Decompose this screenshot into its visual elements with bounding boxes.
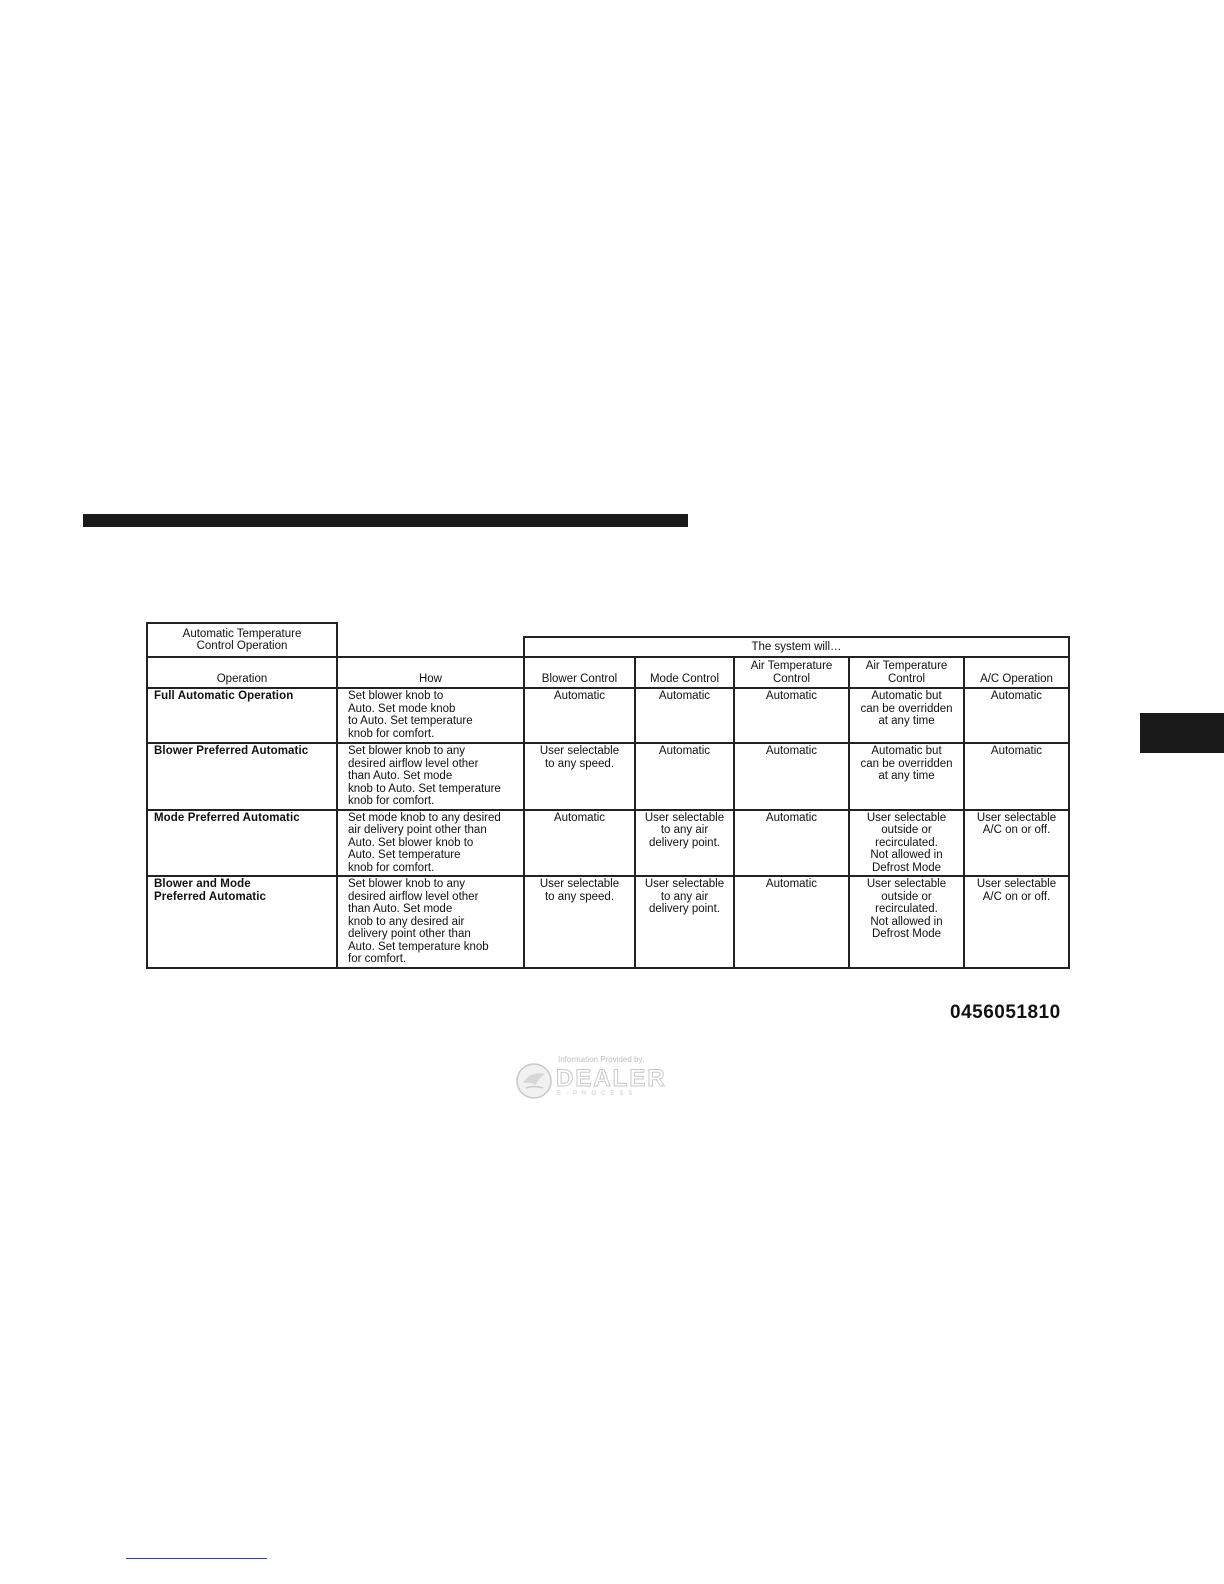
col-header-air-temp-2: Air Temperature Control: [849, 657, 964, 688]
dealer-watermark: [514, 1055, 689, 1103]
chapter-tab: [1140, 713, 1224, 753]
table-row: [147, 743, 1069, 810]
cell-mode: User selectable to any air delivery point.: [635, 810, 734, 877]
footer-link-underline[interactable]: [126, 1558, 267, 1559]
cell-blower: Automatic: [524, 810, 635, 877]
col-header-ac: A/C Operation: [964, 657, 1069, 688]
cell-mode: Automatic: [635, 743, 734, 810]
cell-blower: Automatic: [524, 688, 635, 743]
col-header-mode: Mode Control: [635, 657, 734, 688]
cell-air-temp: Automatic: [734, 810, 849, 877]
watermark-name: DEALER: [556, 1065, 667, 1092]
col-header-air-temp: Air Temperature Control: [734, 657, 849, 688]
cell-air-temp: Automatic: [734, 688, 849, 743]
atc-operation-table: [146, 622, 1070, 969]
table-row: [147, 688, 1069, 743]
cell-blower: User selectable to any speed.: [524, 743, 635, 810]
cell-how: Set mode knob to any desired air delivery point other than Auto. Set blower knob to Auto. Set temperature knob for comfort.: [337, 810, 524, 877]
cell-operation: Mode Preferred Automatic: [147, 810, 337, 877]
table-row: [147, 876, 1069, 968]
cell-ac: User selectable A/C on or off.: [964, 810, 1069, 877]
table-row: [147, 810, 1069, 877]
cell-air-temp-2: Automatic but can be overridden at any time: [849, 688, 964, 743]
cell-air-temp-2: Automatic but can be overridden at any time: [849, 743, 964, 810]
cell-ac: User selectable A/C on or off.: [964, 876, 1069, 968]
cell-operation: Full Automatic Operation: [147, 688, 337, 743]
watermark-caption: Information Provided by:: [558, 1055, 645, 1064]
dealer-logo-icon: [514, 1061, 554, 1101]
figure-id: 0456051810: [950, 1002, 1061, 1023]
col-header-how: How: [337, 657, 524, 688]
how-header-spacer: [337, 637, 524, 657]
col-header-operation: Operation: [147, 657, 337, 688]
section-rule: [83, 514, 688, 527]
cell-air-temp-2: User selectable outside or recirculated. Not allowed in Defrost Mode: [849, 810, 964, 877]
watermark-sub: E-PROCESS: [557, 1091, 638, 1097]
corner-title: Automatic Temperature Control Operation: [147, 623, 337, 657]
cell-operation: Blower and Mode Preferred Automatic: [147, 876, 337, 968]
cell-ac: Automatic: [964, 743, 1069, 810]
cell-how: Set blower knob to any desired airflow level other than Auto. Set mode knob to any desired air delivery point other than Auto. Set temperature knob for comfort.: [337, 876, 524, 968]
atc-operation-figure: [146, 622, 1068, 969]
cell-ac: Automatic: [964, 688, 1069, 743]
cell-how: Set blower knob to Auto. Set mode knob to Auto. Set temperature knob for comfort.: [337, 688, 524, 743]
header-spacer: [337, 623, 1069, 637]
cell-mode: Automatic: [635, 688, 734, 743]
cell-how: Set blower knob to any desired airflow level other than Auto. Set mode knob to Auto. Set temperature knob for comfort.: [337, 743, 524, 810]
cell-operation: Blower Preferred Automatic: [147, 743, 337, 810]
cell-air-temp: Automatic: [734, 876, 849, 968]
cell-air-temp: Automatic: [734, 743, 849, 810]
cell-air-temp-2: User selectable outside or recirculated. Not allowed in Defrost Mode: [849, 876, 964, 968]
cell-mode: User selectable to any air delivery point.: [635, 876, 734, 968]
cell-blower: User selectable to any speed.: [524, 876, 635, 968]
system-will-header: The system will…: [524, 637, 1069, 657]
col-header-blower: Blower Control: [524, 657, 635, 688]
